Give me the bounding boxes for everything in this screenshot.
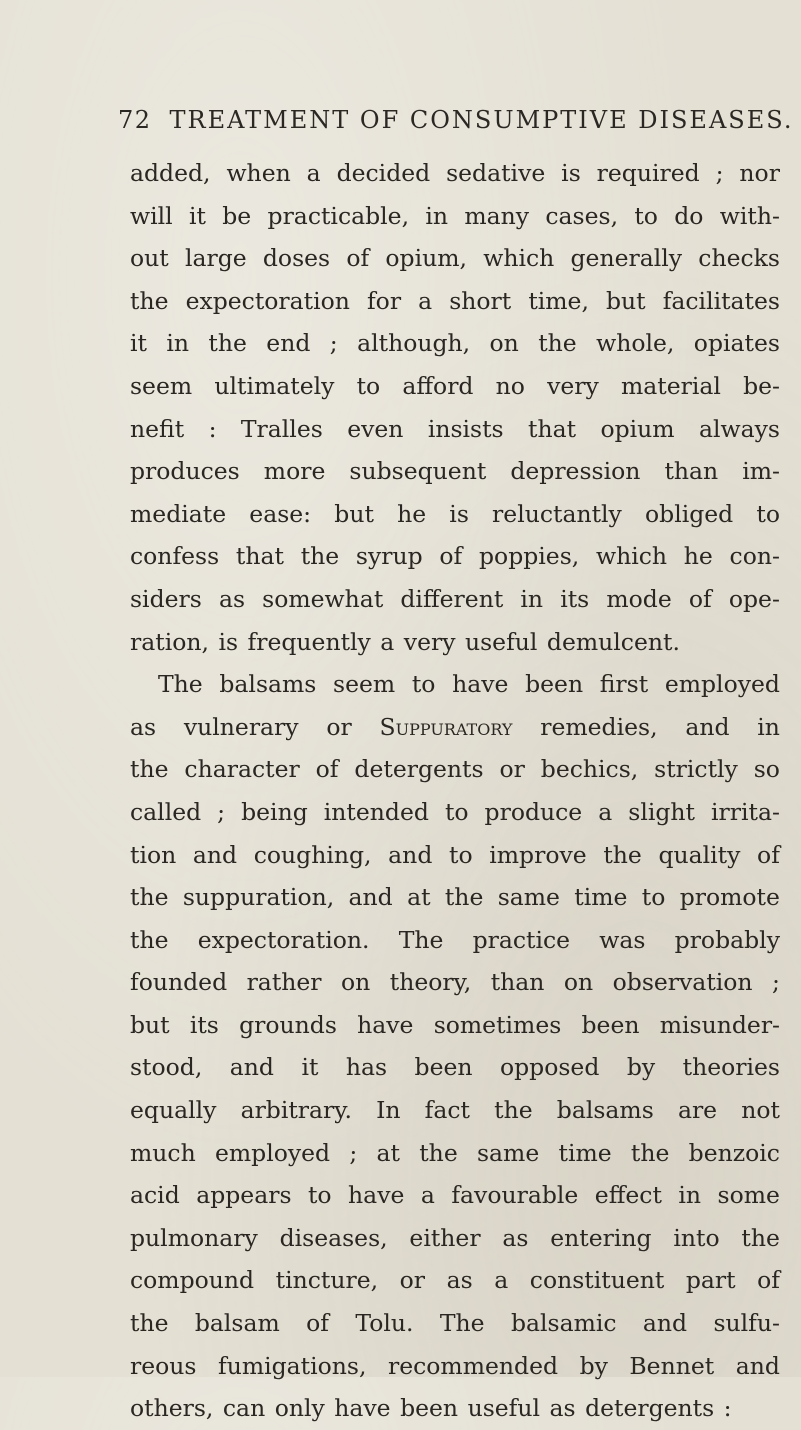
word: cases,: [545, 201, 619, 230]
word: insists: [427, 414, 504, 443]
word: vulnerary: [183, 712, 299, 741]
word: end: [266, 329, 311, 358]
word: ultimately: [214, 371, 335, 400]
word: being: [241, 797, 308, 826]
text-line: [130, 621, 780, 664]
word: checks: [698, 244, 780, 273]
page-header: [118, 100, 794, 140]
word: at: [376, 1138, 400, 1167]
word: as: [218, 584, 246, 613]
word: fact: [424, 1096, 470, 1125]
word: coughing,: [253, 840, 372, 869]
word: fumigations,: [218, 1351, 367, 1380]
text-line: [130, 280, 780, 323]
word: it: [188, 201, 206, 230]
word: a: [420, 1181, 435, 1210]
word: and: [735, 1351, 780, 1380]
word: stood,: [130, 1053, 203, 1082]
word: pulmonary: [130, 1223, 258, 1252]
text-line: [130, 365, 780, 408]
word: as: [130, 712, 157, 741]
word: added,: [130, 159, 211, 187]
word: the: [444, 883, 484, 912]
word: different: [400, 584, 504, 613]
word: character: [184, 755, 300, 784]
word: opium: [600, 414, 675, 443]
word: or: [499, 755, 525, 784]
word: part: [685, 1266, 736, 1295]
word: ope-: [728, 584, 780, 613]
text-line: [130, 791, 780, 834]
word: of: [757, 840, 780, 869]
word: employed: [214, 1138, 331, 1167]
word: large: [184, 244, 247, 273]
word: The: [439, 1309, 485, 1338]
word: :: [208, 414, 217, 443]
word: ;: [715, 159, 724, 187]
word: afford: [402, 371, 474, 400]
word: so: [753, 755, 780, 784]
word: he: [683, 542, 713, 571]
word: the: [419, 1138, 458, 1167]
word: as: [502, 1223, 529, 1252]
word: been: [400, 1394, 459, 1423]
word: diseases,: [279, 1223, 388, 1252]
word: it: [301, 1053, 319, 1082]
word: benzoic: [688, 1138, 780, 1167]
word: have: [348, 1181, 405, 1210]
text-line: [130, 408, 780, 451]
word: that: [528, 414, 577, 443]
word: constituent: [529, 1266, 665, 1295]
word: equally: [130, 1096, 217, 1125]
text-line: [130, 1089, 780, 1132]
word: only: [274, 1394, 325, 1423]
word: promote: [679, 883, 780, 912]
word: ration,: [130, 627, 209, 656]
word: on: [489, 329, 519, 358]
word: appears: [196, 1181, 292, 1210]
word: nor: [739, 159, 780, 187]
word: seem: [130, 371, 193, 400]
word: but: [334, 499, 374, 528]
word: first: [599, 670, 649, 699]
word: called: [130, 797, 202, 826]
word: rather: [246, 968, 322, 997]
word: of: [315, 755, 339, 784]
word: is: [449, 499, 469, 528]
word: strictly: [654, 755, 738, 784]
word: ;: [349, 1138, 358, 1167]
word: The: [398, 925, 444, 954]
word: ;: [772, 968, 780, 997]
word: not: [741, 1096, 780, 1125]
word: improve: [489, 840, 587, 869]
word: theory,: [389, 968, 472, 997]
text-line: [130, 1345, 780, 1388]
word: no: [495, 371, 525, 400]
text-line: [130, 322, 780, 365]
word: at: [407, 883, 431, 912]
word: the: [630, 1138, 670, 1167]
word: or: [399, 1266, 426, 1295]
word: practicable,: [267, 201, 410, 230]
word: time,: [528, 286, 589, 315]
word: on: [563, 968, 594, 997]
word: have: [357, 1010, 414, 1039]
word: to: [444, 797, 469, 826]
word: mediate: [130, 499, 227, 528]
word: subsequent: [349, 457, 487, 486]
word: was: [599, 925, 646, 954]
word: nefit: [130, 414, 185, 443]
word: expectoration: [185, 286, 350, 315]
word: in: [166, 329, 190, 358]
word: somewhat: [262, 584, 384, 613]
word: to: [356, 371, 381, 400]
word: irrita-: [711, 797, 780, 826]
word: of: [439, 542, 463, 571]
text-line: [130, 834, 780, 877]
word: useful: [467, 1394, 541, 1423]
word: in: [678, 1181, 702, 1210]
page-number: 72: [118, 106, 152, 134]
word: and: [192, 840, 238, 869]
word: ;: [329, 329, 338, 358]
text-line: [130, 493, 780, 536]
text-line: [130, 1259, 780, 1302]
word: to: [449, 840, 473, 869]
word: which: [483, 244, 555, 273]
word: and: [229, 1053, 274, 1082]
word: more: [263, 457, 326, 486]
word: have: [452, 670, 509, 699]
word: opiates: [693, 329, 780, 358]
word: Tolu.: [355, 1309, 414, 1338]
word: balsams: [219, 670, 317, 699]
word: facilitates: [662, 286, 780, 315]
word: to: [641, 883, 666, 912]
word: the: [538, 329, 577, 358]
text-line: [130, 450, 780, 493]
word: than: [664, 457, 719, 486]
word: balsamic: [510, 1309, 617, 1338]
word: to: [634, 201, 658, 230]
word: reluctantly: [492, 499, 622, 528]
text-line: [130, 195, 780, 238]
word: the: [130, 1309, 169, 1338]
running-head: TREATMENT OF CONSUMPTIVE DISEASES.: [169, 106, 794, 134]
word: have: [334, 1394, 391, 1423]
word: of: [346, 244, 370, 273]
word: the: [130, 286, 169, 315]
word: are: [677, 1096, 718, 1125]
text-line: [130, 578, 780, 621]
word: to: [756, 499, 780, 528]
word: be-: [743, 371, 780, 400]
word: than: [490, 968, 545, 997]
word: of: [306, 1309, 330, 1338]
word: ;: [217, 797, 226, 826]
word: grounds: [239, 1010, 337, 1039]
word: demulcent.: [546, 627, 680, 656]
word: been: [414, 1053, 473, 1082]
word: confess: [130, 542, 220, 571]
word: founded: [130, 968, 228, 997]
word: con-: [729, 542, 780, 571]
text-line: [130, 535, 780, 578]
text-line: [130, 1046, 780, 1089]
text-line: [130, 706, 780, 749]
word: doses: [262, 244, 331, 273]
word: favourable: [451, 1181, 579, 1210]
word: useful: [464, 627, 538, 656]
word: into: [673, 1223, 720, 1252]
word: been: [581, 1010, 640, 1039]
word: obliged: [645, 499, 734, 528]
word: a: [418, 286, 433, 315]
word: im-: [742, 457, 780, 486]
word: produces: [130, 457, 240, 486]
word: recommended: [387, 1351, 559, 1380]
word: bechics,: [540, 755, 639, 784]
word: although,: [357, 329, 471, 358]
word: the: [208, 329, 247, 358]
word: with-: [719, 201, 780, 230]
word: others,: [130, 1394, 214, 1423]
word: for: [366, 286, 402, 315]
body-text: [130, 152, 780, 1430]
word: siders: [130, 584, 202, 613]
word: that: [235, 542, 284, 571]
word: detergents: [354, 755, 484, 784]
word: poppies,: [479, 542, 580, 571]
word: the: [741, 1223, 780, 1252]
word: mode: [606, 584, 672, 613]
word: generally: [570, 244, 683, 273]
word: intended: [323, 797, 429, 826]
word: which: [595, 542, 668, 571]
word: and: [388, 840, 433, 869]
word: or: [326, 712, 352, 741]
word: has: [345, 1053, 388, 1082]
word: misunder-: [659, 1010, 780, 1039]
word: of: [688, 584, 712, 613]
text-line: [130, 663, 780, 706]
word: time: [558, 1138, 612, 1167]
word: is: [218, 627, 239, 656]
word: whole,: [596, 329, 675, 358]
word: much: [130, 1138, 196, 1167]
word: sometimes: [433, 1010, 562, 1039]
word: a: [306, 159, 321, 187]
word: Tralles: [240, 414, 323, 443]
word: and: [685, 712, 730, 741]
word: the: [494, 1096, 533, 1125]
word: suppuration,: [182, 883, 335, 912]
word: many: [464, 201, 530, 230]
word: acid: [130, 1181, 180, 1210]
word: short: [449, 286, 512, 315]
word: observation: [612, 968, 753, 997]
word: probably: [674, 925, 780, 954]
word: :: [723, 1394, 732, 1423]
word: the: [130, 925, 169, 954]
word: detergents: [585, 1394, 715, 1423]
word: and: [348, 883, 393, 912]
word: some: [717, 1181, 780, 1210]
word: of: [757, 1266, 780, 1295]
text-line: [130, 961, 780, 1004]
word: even: [347, 414, 404, 443]
word: practice: [472, 925, 571, 954]
word: can: [222, 1394, 266, 1423]
word: sulfu-: [713, 1309, 780, 1338]
word: In: [376, 1096, 401, 1125]
word: the: [300, 542, 340, 571]
word: syrup: [355, 542, 423, 571]
word: but: [606, 286, 646, 315]
word: slight: [628, 797, 695, 826]
text-line: [130, 1217, 780, 1260]
word: it: [130, 329, 147, 358]
text-line: [130, 1174, 780, 1217]
word: reous: [130, 1351, 197, 1380]
word: a: [380, 627, 395, 656]
word: in: [757, 712, 780, 741]
word: be: [222, 201, 252, 230]
word: arbitrary.: [240, 1096, 352, 1125]
word: effect: [594, 1181, 662, 1210]
word: by: [579, 1351, 608, 1380]
word: required: [596, 159, 700, 187]
word: ease:: [249, 499, 312, 528]
word: in: [425, 201, 449, 230]
word: very: [547, 371, 599, 400]
word: the: [603, 840, 642, 869]
word: in: [520, 584, 544, 613]
word: to: [307, 1181, 332, 1210]
text-line: [130, 237, 780, 280]
word: to: [411, 670, 436, 699]
word: tincture,: [275, 1266, 379, 1295]
word: sedative: [446, 159, 546, 187]
text-line: [130, 152, 780, 195]
word: its: [560, 584, 590, 613]
text-line: [130, 1387, 780, 1430]
word: will: [130, 201, 173, 230]
word: been: [525, 670, 584, 699]
text-line: [130, 748, 780, 791]
word: time: [574, 883, 628, 912]
word: opposed: [499, 1053, 600, 1082]
word: balsams: [556, 1096, 654, 1125]
word: a: [494, 1266, 509, 1295]
word: Bennet: [629, 1351, 715, 1380]
word: but: [130, 1010, 170, 1039]
word: very: [403, 627, 456, 656]
word: the: [130, 755, 169, 784]
word: he: [397, 499, 427, 528]
word: compound: [130, 1266, 255, 1295]
text-line: [130, 919, 780, 962]
word: quality: [658, 840, 741, 869]
word: do: [674, 201, 704, 230]
word: always: [698, 414, 780, 443]
word: produce: [484, 797, 583, 826]
word: entering: [550, 1223, 652, 1252]
word: decided: [336, 159, 431, 187]
word: same: [476, 1138, 540, 1167]
word: as: [549, 1394, 576, 1423]
word: theories: [682, 1053, 780, 1082]
word: a: [598, 797, 613, 826]
word: Suppuratory: [379, 712, 513, 741]
word: tion: [130, 840, 177, 869]
word: its: [189, 1010, 219, 1039]
text-line: [130, 1004, 780, 1047]
word: out: [130, 244, 169, 273]
word: frequently: [247, 627, 371, 656]
word: employed: [664, 670, 780, 699]
word: balsam: [194, 1309, 280, 1338]
word: depression: [510, 457, 641, 486]
word: expectoration.: [197, 925, 370, 954]
word: the: [130, 883, 169, 912]
text-line: [130, 876, 780, 919]
word: material: [621, 371, 721, 400]
word: remedies,: [540, 712, 658, 741]
word: as: [446, 1266, 473, 1295]
word: is: [561, 159, 581, 187]
word: The: [158, 670, 203, 699]
text-line: [130, 1302, 780, 1345]
text-line: [130, 1132, 780, 1175]
word: seem: [333, 670, 396, 699]
word: same: [497, 883, 560, 912]
word: on: [341, 968, 371, 997]
word: either: [409, 1223, 481, 1252]
word: opium,: [385, 244, 468, 273]
word: by: [626, 1053, 656, 1082]
word: and: [642, 1309, 688, 1338]
word: when: [226, 159, 291, 187]
